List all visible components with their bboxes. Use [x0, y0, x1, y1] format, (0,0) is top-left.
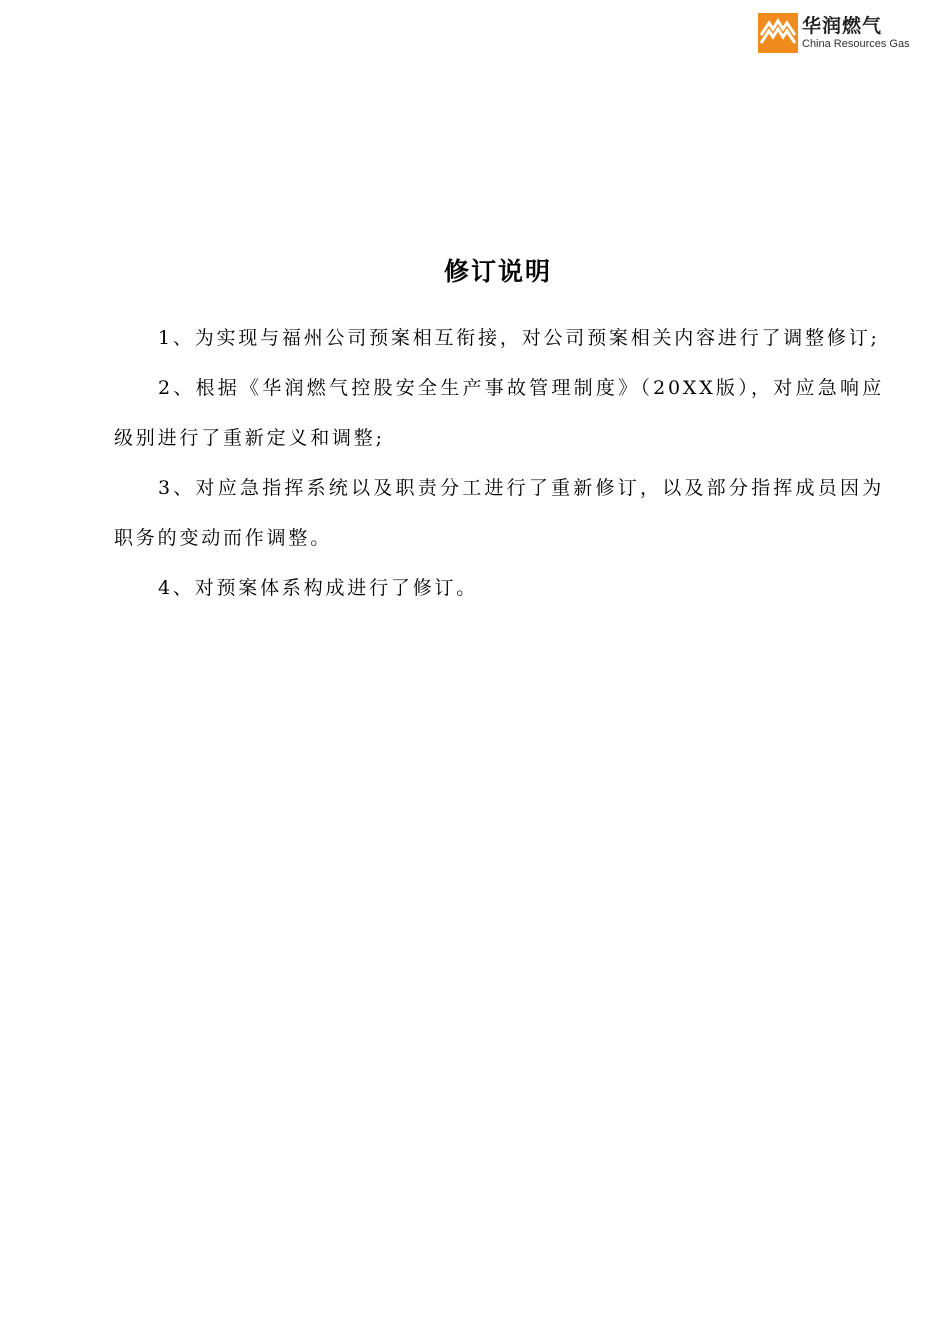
logo-english-name: China Resources Gas [802, 37, 910, 50]
logo-chinese-name: 华润燃气 [802, 14, 883, 37]
paragraph-2: 2、根据《华润燃气控股安全生产事故管理制度》（20XX版），对应急响应级别进行了重新定义和调整; [114, 377, 884, 449]
company-logo-icon [758, 13, 798, 53]
logo-text [802, 14, 910, 50]
paragraph-1: 1、为实现与福州公司预案相互衔接，对公司预案相关内容进行了调整修订; [158, 327, 880, 349]
page-title: 修订说明 [443, 257, 552, 286]
paragraph-3: 3、对应急指挥系统以及职责分工进行了重新修订，以及部分指挥成员因为职务的变动而作调整。 [114, 477, 884, 549]
paragraph-4: 4、对预案体系构成进行了修订。 [158, 577, 479, 599]
company-logo [758, 8, 918, 58]
document-body [114, 313, 884, 613]
